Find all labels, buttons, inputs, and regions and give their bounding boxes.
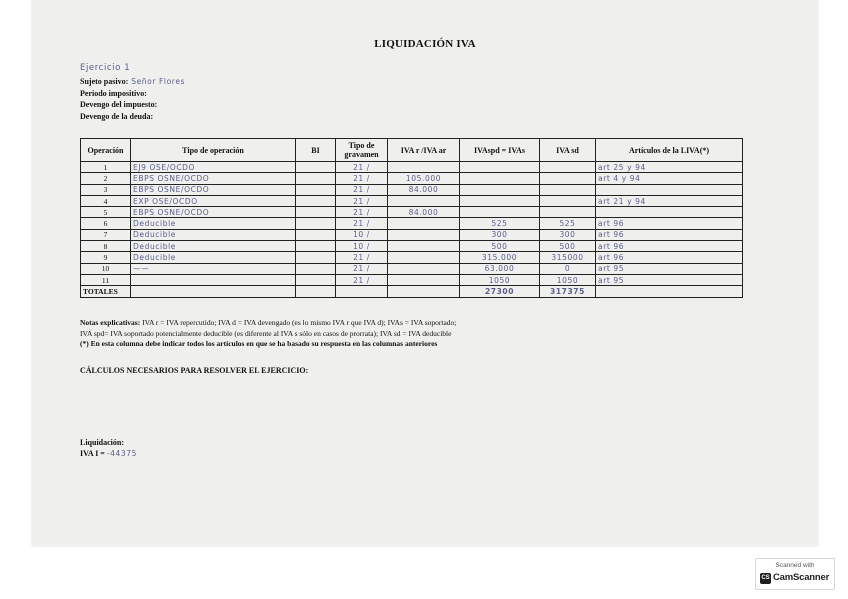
table-cell (540, 207, 596, 218)
table-row (81, 195, 743, 206)
table-cell (596, 184, 743, 195)
table-cell (296, 252, 336, 263)
table-cell: art 96 (596, 252, 743, 263)
explanatory-notes (80, 318, 740, 350)
camscanner-logo-icon: CS (760, 573, 771, 584)
table-row (81, 274, 743, 285)
table-cell (336, 286, 388, 297)
table-cell (596, 207, 743, 218)
table-cell: 10 (81, 263, 131, 274)
table-cell (131, 274, 296, 285)
table-row (81, 229, 743, 240)
table-cell (388, 229, 460, 240)
totals-label: TOTALES (81, 286, 131, 297)
column-header: BI (296, 139, 336, 162)
table-cell: 11 (81, 274, 131, 285)
table-cell (131, 286, 296, 297)
table-cell: 525 (540, 218, 596, 229)
table-cell: art 95 (596, 274, 743, 285)
table-cell: 300 (540, 229, 596, 240)
total-ivaspd: 27300 (460, 286, 540, 297)
table-cell: 5 (81, 207, 131, 218)
table-cell: 9 (81, 252, 131, 263)
table-cell (388, 241, 460, 252)
column-header: Artículos de la LIVA(*) (596, 139, 743, 162)
liquidation-label: Liquidación: (80, 438, 125, 447)
table-cell: art 21 y 94 (596, 195, 743, 206)
table-row (81, 184, 743, 195)
meta-row-period (80, 88, 185, 100)
table-cell: EBPS OSNE/OCDO (131, 173, 296, 184)
table-row (81, 263, 743, 274)
meta-label: Devengo del impuesto: (80, 100, 158, 109)
table-cell (388, 162, 460, 173)
notes-line-3: (*) En esta columna debe indicar todos los artículos en que se ha basado su respuesta en las columnas anteriores (80, 339, 438, 348)
table-cell: art 96 (596, 218, 743, 229)
table-cell (388, 195, 460, 206)
table-row (81, 162, 743, 173)
table-cell: 84.000 (388, 207, 460, 218)
table-cell: art 95 (596, 263, 743, 274)
table-cell (296, 241, 336, 252)
meta-label: Devengo de la deuda: (80, 111, 154, 121)
column-header: IVA r /IVA ar (388, 139, 460, 162)
table-cell: art 25 y 94 (596, 162, 743, 173)
table-cell (540, 195, 596, 206)
meta-label: Sujeto pasivo: (80, 77, 129, 86)
table-cell: EBPS OSNE/OCDO (131, 207, 296, 218)
camscanner-brand: CamScanner (773, 572, 830, 583)
table-row (81, 218, 743, 229)
table-cell: art 4 y 94 (596, 173, 743, 184)
notes-line-2: IVA spd= IVA soportado potencialmente deducible (es diferente al IVA s sólo en casos de prorrata); IVA sd = IVA deducible (80, 328, 452, 338)
table-cell: 21 / (336, 162, 388, 173)
table-cell: 63.000 (460, 263, 540, 274)
notes-text: IVA r = IVA repercutido; IVA d = IVA devengado (es lo mismo IVA r que IVA d); IVAs = IVA soportado; (140, 318, 457, 327)
table-cell: EBPS OSNE/OCDO (131, 184, 296, 195)
totals-row (81, 286, 743, 297)
table-cell (596, 286, 743, 297)
table-cell: 21 / (336, 252, 388, 263)
column-header: Tipo de gravamen (336, 139, 388, 162)
meta-row-debt (80, 111, 185, 123)
ivai-value: -44375 (106, 449, 138, 458)
table-cell (460, 162, 540, 173)
table-cell: EJ9 OSE/OCDO (131, 162, 296, 173)
table-cell: 21 / (336, 173, 388, 184)
table-cell: 1 (81, 162, 131, 173)
table-cell (388, 274, 460, 285)
table-cell: 315000 (540, 252, 596, 263)
vat-table (80, 138, 743, 298)
table-cell: 1050 (540, 274, 596, 285)
table-cell: 10 / (336, 229, 388, 240)
table-cell (296, 162, 336, 173)
table-cell: 3 (81, 184, 131, 195)
table-cell (460, 184, 540, 195)
ivai-line (80, 448, 137, 459)
table-cell (296, 229, 336, 240)
table-row (81, 173, 743, 184)
table-cell (296, 207, 336, 218)
column-header: IVA sd (540, 139, 596, 162)
table-cell: 4 (81, 195, 131, 206)
column-header: Operación (81, 139, 131, 162)
table-cell: —— (131, 263, 296, 274)
table-cell (388, 218, 460, 229)
taxpayer-info (80, 76, 185, 122)
table-cell: 84.000 (388, 184, 460, 195)
table-cell: EXP OSE/OCDO (131, 195, 296, 206)
table-cell: Deducible (131, 241, 296, 252)
table-cell: art 96 (596, 229, 743, 240)
table-cell (540, 173, 596, 184)
ivai-label: IVA I = (80, 449, 107, 458)
table-cell: 2 (81, 173, 131, 184)
table-cell: 500 (460, 241, 540, 252)
table-cell: 8 (81, 241, 131, 252)
table-cell (460, 195, 540, 206)
meta-row-subject (80, 76, 185, 88)
table-cell: 21 / (336, 218, 388, 229)
camscanner-watermark (755, 558, 835, 590)
table-row (81, 241, 743, 252)
table-cell (296, 173, 336, 184)
table-cell: 315.000 (460, 252, 540, 263)
table-row (81, 207, 743, 218)
table-cell (296, 274, 336, 285)
table-cell: 7 (81, 229, 131, 240)
notes-line-1 (80, 318, 740, 329)
table-cell (460, 207, 540, 218)
table-cell: Deducible (131, 218, 296, 229)
liquidation-section (80, 437, 137, 459)
table-cell: Deducible (131, 229, 296, 240)
calculations-heading: CÁLCULOS NECESARIOS PARA RESOLVER EL EJERCICIO: (80, 366, 309, 375)
table-cell (540, 162, 596, 173)
total-ivasd: 317375 (540, 286, 596, 297)
table-cell: 21 / (336, 207, 388, 218)
table-cell: 10 / (336, 241, 388, 252)
table-cell (296, 218, 336, 229)
meta-label: Periodo impositivo: (80, 88, 147, 98)
meta-row-accrual (80, 99, 185, 111)
table-cell (296, 286, 336, 297)
notes-label: Notas explicativas: (80, 318, 141, 327)
table-cell: 300 (460, 229, 540, 240)
table-cell: 6 (81, 218, 131, 229)
table-cell: 500 (540, 241, 596, 252)
table-cell (296, 195, 336, 206)
table-cell (388, 263, 460, 274)
table-cell (388, 286, 460, 297)
table-row (81, 252, 743, 263)
table-cell: 1050 (460, 274, 540, 285)
table-cell: 21 / (336, 263, 388, 274)
table-cell: 105.000 (388, 173, 460, 184)
meta-value: Señor Flores (131, 77, 186, 86)
table-cell: 525 (460, 218, 540, 229)
scanned-with-text: Scanned with (775, 562, 815, 569)
table-cell (296, 184, 336, 195)
table-cell (388, 252, 460, 263)
exercise-label: Ejercicio 1 (80, 63, 131, 73)
table-header-row (81, 139, 743, 162)
column-header: IVAspd = IVAs (460, 139, 540, 162)
table-cell (460, 173, 540, 184)
table-cell (540, 184, 596, 195)
table-cell: 21 / (336, 195, 388, 206)
column-header: Tipo de operación (131, 139, 296, 162)
table-cell: 21 / (336, 274, 388, 285)
table-cell: Deducible (131, 252, 296, 263)
table-cell: 21 / (336, 184, 388, 195)
table-cell (296, 263, 336, 274)
page-title: LIQUIDACIÓN IVA (374, 38, 476, 50)
table-cell: 0 (540, 263, 596, 274)
table-cell: art 96 (596, 241, 743, 252)
